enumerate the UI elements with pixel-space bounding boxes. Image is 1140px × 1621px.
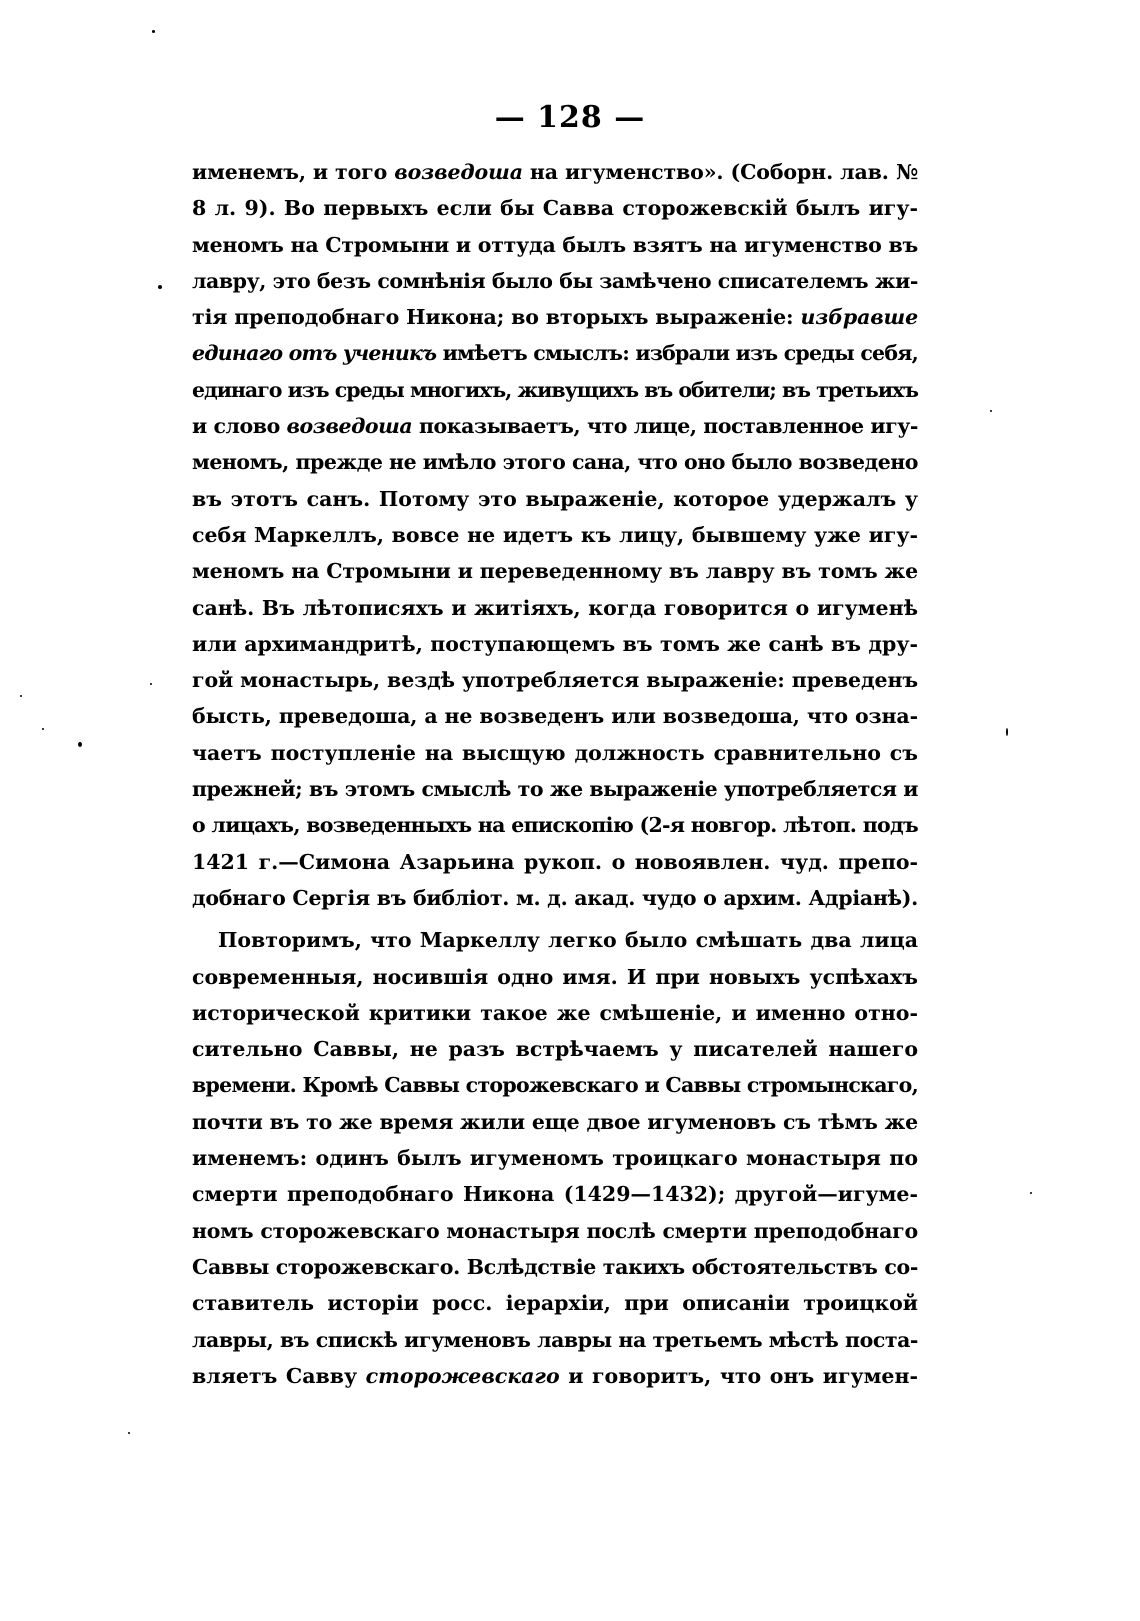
scan-speck: [1006, 728, 1008, 736]
text-line: [192, 481, 918, 517]
text-line: [192, 1104, 918, 1140]
text-line: [192, 880, 918, 916]
text-line: [192, 995, 918, 1031]
text-line: [192, 372, 918, 408]
text-line: [192, 517, 918, 553]
line-text: чаетъ поступленіе на высщую должность сравнительно съ: [192, 740, 918, 765]
line-text: ставитель исторіи росс. іерархіи, при описаніи троицкой: [192, 1291, 918, 1316]
body-text: [192, 154, 918, 1394]
line-text: гой монастырь, вездѣ употребляется выраженіе: преведенъ: [192, 668, 918, 693]
italic-phrase: избравше: [800, 305, 918, 330]
text-line: [192, 771, 918, 807]
scan-speck: [990, 410, 992, 412]
text-line: [192, 844, 918, 880]
line-text: добнаго Сергія въ библіот. м. д. акад. чудо о архим. Адріанѣ).: [192, 885, 918, 910]
text-line: [192, 807, 918, 843]
text-line: [192, 1176, 918, 1212]
text-line: [192, 922, 918, 958]
text-line: [192, 154, 918, 190]
italic-phrase: единаго отъ ученикъ: [192, 341, 437, 366]
text-line: [192, 626, 918, 662]
text-line: [192, 1285, 918, 1321]
line-text: въ этотъ санъ. Потому это выраженіе, которое удержалъ у: [192, 486, 918, 511]
line-text: номъ сторожевскаго монастыря послѣ смерти преподобнаго: [192, 1218, 918, 1243]
scan-speck: [128, 1432, 130, 1434]
line-text: санѣ. Въ лѣтописяхъ и житіяхъ, когда говорится о игуменѣ: [192, 595, 918, 620]
text-line: [192, 553, 918, 589]
text-line: [192, 1358, 918, 1394]
italic-phrase: возведоша: [286, 414, 413, 439]
line-text: прежней; въ этомъ смыслѣ то же выраженіе употребляется и: [192, 777, 918, 802]
page-number: — 128 —: [494, 100, 646, 135]
scan-speck: [152, 30, 155, 33]
scan-speck: [42, 728, 44, 730]
line-text: времени. Кромѣ Саввы сторожевскаго и Саввы стромынскаго,: [192, 1073, 918, 1098]
line-text: сительно Саввы, не разъ встрѣчаемъ у писателей нашего: [192, 1037, 918, 1062]
scan-speck: [20, 695, 22, 697]
line-text: и слово: [192, 414, 287, 439]
text-line: [192, 227, 918, 263]
scan-speck: [158, 285, 162, 289]
text-line: [192, 1322, 918, 1358]
text-line: [192, 190, 918, 226]
line-text: именемъ: одинъ былъ игуменомъ троицкаго монастыря по: [192, 1146, 918, 1171]
text-line: [192, 299, 918, 335]
line-text: лавру, это безъ сомнѣнія было бы замѣчено списателемъ жи-: [192, 268, 918, 293]
line-text: на игуменство». (Соборн. лав. №: [522, 160, 919, 184]
line-text: единаго изъ среды многихъ, живущихъ въ обители; въ третьихъ: [192, 377, 918, 402]
text-line: [192, 444, 918, 480]
line-text: именемъ, и того: [192, 160, 395, 184]
line-text: вляетъ Савву: [192, 1363, 366, 1388]
line-text: себя Маркеллъ, вовсе не идетъ къ лицу, бывшему уже игу-: [192, 522, 918, 547]
line-text: бысть, преведоша, а не возведенъ или возведоша, что озна-: [192, 704, 918, 729]
line-text: почти въ то же время жили еще двое игуменовъ съ тѣмъ же: [192, 1109, 918, 1134]
text-line: [192, 408, 918, 444]
text-line: [192, 662, 918, 698]
line-text: исторической критики такое же смѣшеніе, и именно отно-: [192, 1000, 918, 1025]
line-text: меномъ на Стромыни и оттуда былъ взятъ на игуменство въ: [192, 232, 918, 257]
line-text: или архимандритѣ, поступающемъ въ томъ же санѣ въ дру-: [192, 631, 918, 656]
text-line: [192, 1067, 918, 1103]
scan-speck: [150, 683, 152, 685]
line-text: Повторимъ, что Маркеллу легко было смѣшать два лица: [218, 928, 918, 953]
line-text: 8 л. 9). Во первыхъ если бы Савва сторожевскій былъ игу-: [192, 196, 918, 221]
italic-phrase: возведоша: [394, 160, 523, 184]
line-text: 1421 г.—Симона Азарьина рукоп. о новоявлен. чуд. препо-: [192, 849, 918, 874]
line-text: лавры, въ спискѣ игуменовъ лавры на третьемъ мѣстѣ поста-: [192, 1327, 918, 1352]
text-line: [192, 1213, 918, 1249]
line-text: меномъ, прежде не имѣло этого сана, что оно было возведено: [192, 450, 918, 475]
text-line: [192, 590, 918, 626]
line-text: тія преподобнагo Никона; во вторыхъ выраженіе:: [192, 305, 801, 330]
text-line: [192, 1140, 918, 1176]
text-line: [192, 959, 918, 995]
line-text: современныя, носившія одно имя. И при новыхъ успѣхахъ: [192, 964, 918, 989]
paragraph-1: [192, 154, 918, 916]
scan-speck: [1030, 1192, 1032, 1194]
line-text: меномъ на Стромыни и переведенному въ лавру въ томъ же: [192, 559, 918, 584]
line-text: смерти преподобнаго Никона (1429—1432); другой—игуме-: [192, 1182, 918, 1207]
line-text: имѣетъ смыслъ: избрали изъ среды себя,: [436, 341, 918, 366]
text-line: [192, 1031, 918, 1067]
line-text: Саввы сторожевскаго. Вслѣдствіе такихъ обстоятельствъ со-: [192, 1254, 918, 1279]
italic-phrase: сторожевскаго: [365, 1363, 560, 1388]
text-line: [192, 735, 918, 771]
text-line: [192, 1249, 918, 1285]
text-line: [192, 335, 918, 371]
scan-speck: [78, 742, 82, 747]
line-text: о лицахъ, возведенныхъ на епископію (2-я новгор. лѣтоп. подъ: [192, 813, 918, 838]
line-text: и говоритъ, что онъ игумен-: [559, 1363, 918, 1388]
line-text: показываетъ, что лице, поставленное игу-: [412, 414, 918, 439]
text-line: [192, 698, 918, 734]
text-line: [192, 263, 918, 299]
paragraph-2: [192, 922, 918, 1394]
